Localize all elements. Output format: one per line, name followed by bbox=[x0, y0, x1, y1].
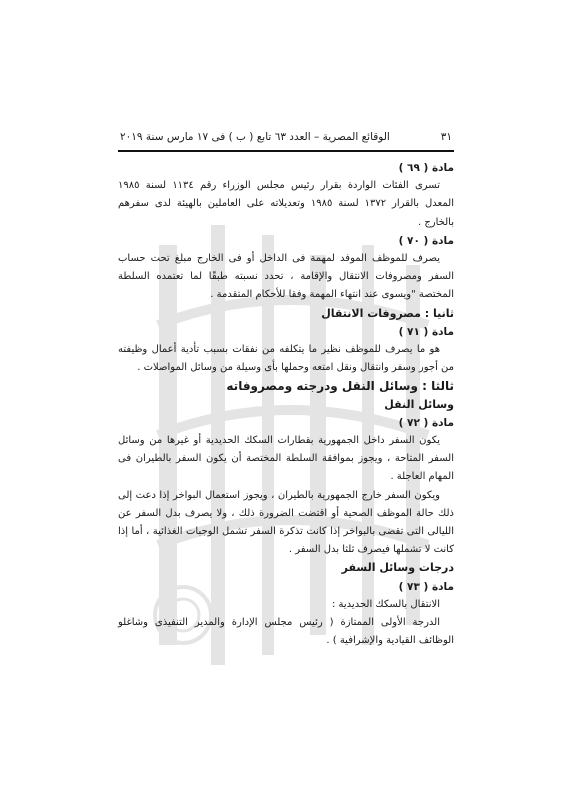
article-72-text-2: ويكون السفر خارج الجمهورية بالطيران ، ويجوز استعمال البواخر إذا دعت إلى ذلك حالة الموظف الصحية أو اقتضت الضرورة ذلك ، ولا يصرف بدل السفر عن الليالى التى تقضى بالبواخر إذا كانت تذكرة السفر تشمل الوجبات الغذائية ، أما إذا كانت لا تشملها فيصرف ثلثا بدل السفر . bbox=[118, 489, 454, 556]
article-heading-69: مادة ( ٦٩ ) bbox=[398, 162, 454, 174]
header-rule bbox=[118, 150, 454, 152]
article-heading-73: مادة ( ٧٣ ) bbox=[398, 580, 454, 593]
section-heading-transport-means: ثالثا : وسائل النقل ودرجته ومصروفاته bbox=[226, 379, 454, 394]
article-73-lead: الانتقال بالسكك الحديدية : bbox=[331, 598, 440, 610]
subsection-heading-travel-classes: درجات وسائل السفر bbox=[341, 561, 454, 575]
article-73-text: الدرجة الأولى الممتازة ( رئيس مجلس الإدارة والمدير التنفيذى وشاغلو الوظائف القيادية والإشرافية ) . bbox=[118, 617, 454, 647]
article-heading-70: مادة ( ٧٠ ) bbox=[398, 234, 454, 247]
subsection-heading-means: وسائل النقل bbox=[384, 397, 454, 411]
section-heading-transport-expenses: ثانيا : مصروفات الانتقال bbox=[321, 306, 454, 320]
article-69-text: تسرى الفئات الواردة بقرار رئيس مجلس الوزراء رقم ١١٣٤ لسنة ١٩٨٥ المعدل بالقرار ١٣٧٢ لسنة ١٩٨٥ وتعديلاته على العاملين بالهيئة لدى سفرهم بالخارج . bbox=[118, 180, 454, 228]
article-72-text-1: يكون السفر داخل الجمهورية بقطارات السكك الحديدية أو غيرها من وسائل السفر المتاحة ، ويجوز بموافقة السلطة المختصة أن يكون السفر بالطيران فى المهام العاجلة . bbox=[118, 435, 454, 483]
article-71-text: هو ما يصرف للموظف نظير ما يتكلفه من نفقات بسبب تأدية أعمال وظيفته من أجور وسفر وانتقال ونقل امتعه وحملها بأى وسيلة من وسائل المواصلات . bbox=[118, 344, 454, 374]
page-header bbox=[120, 131, 452, 151]
article-heading-72: مادة ( ٧٢ ) bbox=[398, 416, 454, 429]
article-heading-71: مادة ( ٧١ ) bbox=[398, 325, 454, 338]
running-head: الوقائع المصرية – العدد ٦٣ تابع ( ب ) فى ١٧ مارس سنة ٢٠١٩ bbox=[120, 131, 390, 143]
document-body bbox=[118, 159, 454, 650]
article-70-text: يصرف للموظف الموفد لمهمة فى الداخل أو فى الخارج مبلغ تحت حساب السفر ومصروفات الانتقال والإقامة ، تحدد نسبته طبقًا لما تعتمده السلطة المختصة "ويسوى عند انتهاء المهمة وفقا للأحكام المتقدمة . bbox=[118, 253, 454, 301]
page-number: ٣١ bbox=[440, 131, 452, 143]
